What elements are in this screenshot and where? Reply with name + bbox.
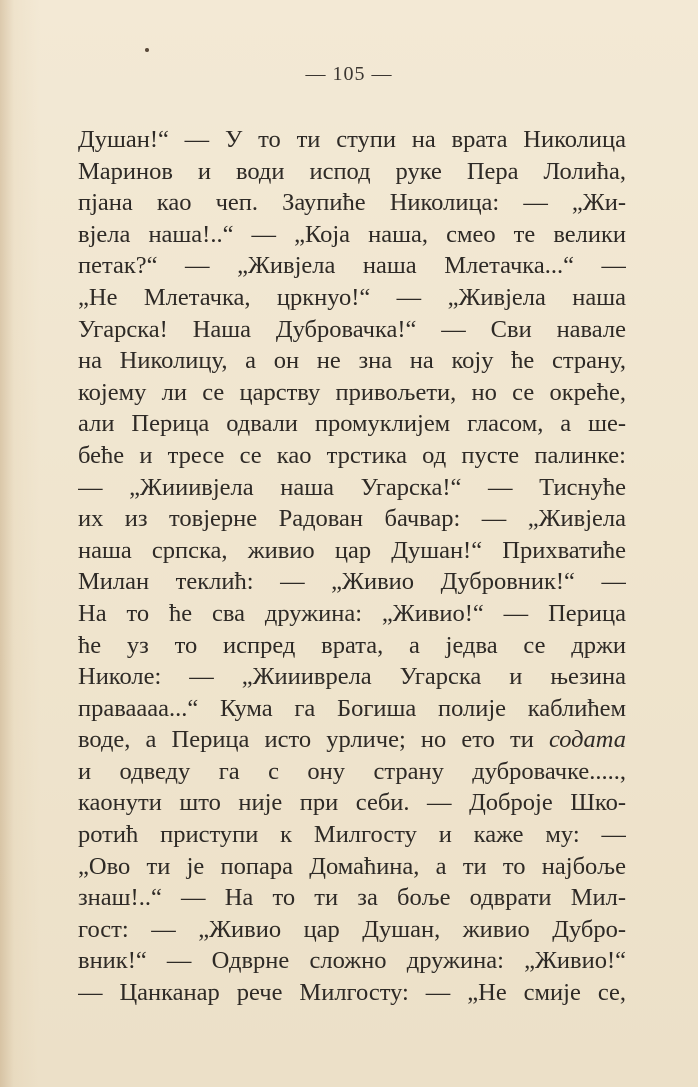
text-line: „Ово ти је попара Домаћина, а ти то најбоље xyxy=(78,852,626,880)
text-line: Душан!“ — У то ти ступи на врата Николица xyxy=(78,126,626,153)
text-line: и одведу га с ону страну дубровачке....., xyxy=(78,757,626,785)
text-line: — „Жииивјела наша Угарска!“ — Тиснуће xyxy=(78,473,626,501)
text-segment: воде, а Перица исто урличе; но ето ти xyxy=(78,726,534,754)
text-line: али Перица одвали промуклијем гласом, а ше- xyxy=(78,410,626,438)
text-line: ротић приступи к Милгосту и каже му: — xyxy=(78,821,626,849)
body-text xyxy=(78,124,626,1009)
text-line: петак?“ — „Живјела наша Млетачка...“ — xyxy=(78,252,626,280)
text-line: На то ће сва дружина: „Живио!“ — Перица xyxy=(78,599,626,627)
text-line: пјана као чеп. Заупиће Николица: — „Жи- xyxy=(78,189,626,217)
text-line: наша српска, живио цар Душан!“ Прихватиће xyxy=(78,536,626,564)
text-line: гост: — „Живио цар Душан, живио Дубро- xyxy=(78,915,626,943)
ink-speck xyxy=(145,48,149,52)
text-line: Маринов и води испод руке Пера Лолића, xyxy=(78,157,626,185)
text-line: вник!“ — Одврне сложно дружина: „Живио!“ xyxy=(78,947,626,975)
page-number: — 105 — xyxy=(305,63,393,85)
text-line-with-italic xyxy=(78,724,626,756)
text-line: их из товјерне Радован бачвар: — „Живјела xyxy=(78,505,626,533)
text-line: ће уз то испред врата, а једва се држи xyxy=(78,631,626,659)
text-line: на Николицу, а он не зна на коју ће страну, xyxy=(78,347,626,375)
text-line: „Не Млетачка, цркнуо!“ — „Живјела наша xyxy=(78,283,626,311)
text-line: бећe и тресе се као трстика од пусте палинке: xyxy=(78,441,626,469)
italic-word: содата xyxy=(548,726,626,754)
text-line: вјела наша!..“ — „Која наша, смео те велики xyxy=(78,220,626,248)
text-line: Угарска! Наша Дубровачка!“ — Сви навале xyxy=(78,315,626,343)
text-line: каонути што није при себи. — Доброје Шко- xyxy=(78,789,626,817)
text-line: знаш!..“ — На то ти за боље одврати Мил- xyxy=(78,884,626,912)
text-line: којему ли се царству привољети, но се окреће, xyxy=(78,378,626,406)
text-line: Милан теклић: — „Живио Дубровник!“ — xyxy=(78,568,626,596)
text-line: Николе: — „Жиииврела Угарска и њезина xyxy=(78,663,626,691)
text-line: — Цанканар рече Милгосту: — „Не смије се, xyxy=(78,979,626,1007)
text-line: праваааа...“ Кума га Богиша полије каблићем xyxy=(78,694,626,722)
